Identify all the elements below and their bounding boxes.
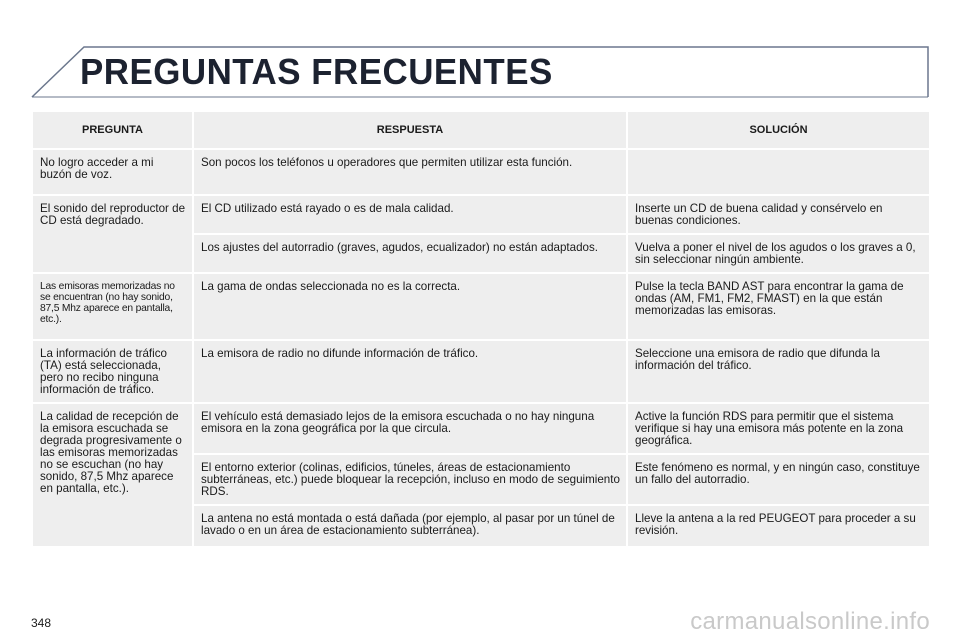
answer-cell: Los ajustes del autorradio (graves, agudos, ecualizador) no están adaptados. [193, 234, 627, 273]
solution-cell: Inserte un CD de buena calidad y consérvelo en buenas condiciones. [627, 195, 930, 234]
answer-cell: Son pocos los teléfonos u operadores que permiten utilizar esta función. [193, 149, 627, 195]
solution-cell: Lleve la antena a la red PEUGEOT para proceder a su revisión. [627, 505, 930, 547]
solution-cell: Este fenómeno es normal, y en ningún caso, constituye un fallo del autorradio. [627, 454, 930, 505]
faq-table [31, 110, 931, 548]
solution-cell: Vuelva a poner el nivel de los agudos o los graves a 0, sin seleccionar ningún ambiente. [627, 234, 930, 273]
question-cell: El sonido del reproductor de CD está degradado. [32, 195, 193, 273]
header-answer: RESPUESTA [193, 111, 627, 149]
question-cell: La información de tráfico (TA) está seleccionada, pero no recibo ninguna información de tráfico. [32, 340, 193, 403]
solution-cell: Pulse la tecla BAND AST para encontrar la gama de ondas (AM, FM1, FM2, FMAST) en la que están memorizadas las emisoras. [627, 273, 930, 340]
table-row [32, 195, 930, 234]
answer-cell: El vehículo está demasiado lejos de la emisora escuchada o no hay ninguna emisora en la zona geográfica por la que circula. [193, 403, 627, 454]
watermark: carmanualsonline.info [690, 608, 930, 635]
page-title: PREGUNTAS FRECUENTES [80, 51, 553, 92]
table-row [32, 403, 930, 454]
solution-cell [627, 149, 930, 195]
header-question: PREGUNTA [32, 111, 193, 149]
answer-cell: La antena no está montada o está dañada (por ejemplo, al pasar por un túnel de lavado o en un área de estacionamiento subterránea). [193, 505, 627, 547]
table-row [32, 149, 930, 195]
answer-cell: El CD utilizado está rayado o es de mala calidad. [193, 195, 627, 234]
table-row [32, 273, 930, 340]
table-row [32, 340, 930, 403]
question-cell: Las emisoras memorizadas no se encuentran (no hay sonido, 87,5 Mhz aparece en pantalla, etc.). [32, 273, 193, 340]
solution-cell: Active la función RDS para permitir que el sistema verifique si hay una emisora más potente en la zona geográfica. [627, 403, 930, 454]
question-cell: No logro acceder a mi buzón de voz. [32, 149, 193, 195]
answer-cell: El entorno exterior (colinas, edificios, túneles, áreas de estacionamiento subterráneas, etc.) puede bloquear la recepción, incluso en modo de seguimiento RDS. [193, 454, 627, 505]
question-cell: La calidad de recepción de la emisora escuchada se degrada progresivamente o las emisoras memorizadas no se escuchan (no hay sonido, 87,5 Mhz aparece en pantalla, etc.). [32, 403, 193, 547]
page-number: 348 [31, 616, 52, 630]
header-solution: SOLUCIÓN [627, 111, 930, 149]
solution-cell: Seleccione una emisora de radio que difunda la información del tráfico. [627, 340, 930, 403]
answer-cell: La gama de ondas seleccionada no es la correcta. [193, 273, 627, 340]
answer-cell: La emisora de radio no difunde información de tráfico. [193, 340, 627, 403]
table-header-row [32, 111, 930, 149]
